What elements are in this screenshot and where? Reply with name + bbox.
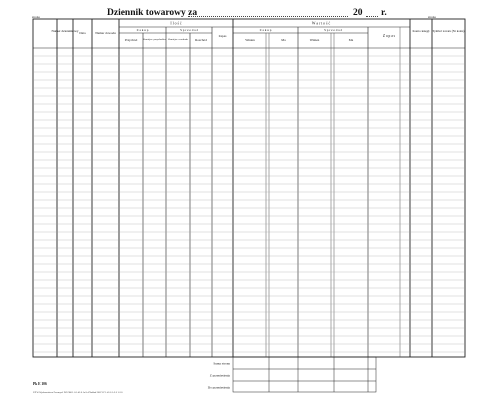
col-qty-group: I l o ś ć bbox=[170, 21, 182, 26]
col-entry-no: Numer dziennikowy bbox=[51, 29, 79, 33]
col-account: Konto księgi bbox=[412, 29, 430, 33]
form-code: Pk E 106 bbox=[33, 382, 47, 386]
col-inflow: Przychód bbox=[124, 38, 138, 42]
col-purchase: Z a k u p bbox=[136, 28, 149, 32]
col-credit-2: Ma bbox=[348, 38, 354, 42]
page-label-right: strona bbox=[428, 15, 436, 19]
col-debit-1: Winien bbox=[245, 38, 255, 42]
year-suffix: r. bbox=[381, 8, 387, 18]
summary-to-carry: Do przeniesienia bbox=[207, 385, 230, 390]
col-debit-2: Winien bbox=[309, 38, 320, 42]
printer-note: UP W Wydawnictwo Przemysł. ISO 9001. 0.1.45.S.1a.S.4 Nakład 2007 07 1-45 0 1-3 0 1-3 0 bbox=[33, 391, 123, 394]
col-value-sale: S p r z e d a ż bbox=[324, 28, 342, 32]
col-value-purchase: Z a k u p bbox=[259, 28, 272, 32]
col-decrease-expenditure: Zmniejsz. rozchodu bbox=[168, 38, 188, 41]
col-stock: Zapas bbox=[218, 34, 227, 38]
col-symbol: Symbol towaru (Nr konta) bbox=[432, 29, 465, 33]
page-label-left: strona bbox=[32, 15, 40, 19]
summary-carried-over: Z przeniesienia bbox=[209, 373, 230, 378]
col-doc-no: Numer dowodu bbox=[95, 31, 116, 35]
form-title: Dziennik towarowy za bbox=[107, 8, 198, 18]
col-value-group: W a r t o ś ć bbox=[311, 21, 331, 26]
year-prefix: 20 bbox=[353, 8, 363, 18]
col-credit-1: Ma bbox=[281, 38, 286, 42]
col-outflow: Rozchód bbox=[195, 38, 207, 42]
col-value-stock: Z a p a s bbox=[382, 34, 396, 38]
col-increase-by-sale: Zmniejsz. przychodów bbox=[143, 38, 166, 41]
col-sale: S p r z e d a ż bbox=[180, 28, 198, 32]
col-date: Data bbox=[79, 31, 86, 35]
summary-page-sum: Suma strony bbox=[213, 361, 230, 366]
